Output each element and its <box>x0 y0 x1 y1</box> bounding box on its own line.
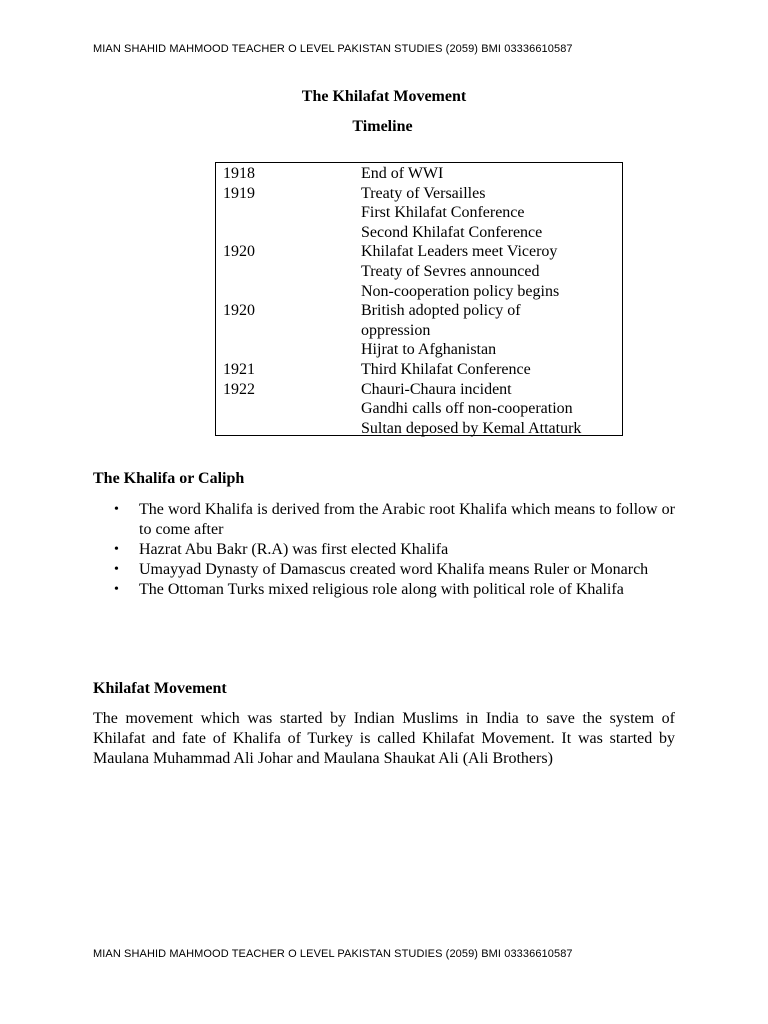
timeline-row <box>216 301 622 321</box>
timeline-year <box>216 262 361 282</box>
timeline-event: British adopted policy of <box>361 302 521 320</box>
timeline-event: Treaty of Versailles <box>361 184 486 202</box>
timeline-event: Hijrat to Afghanistan <box>361 341 497 359</box>
timeline-row <box>216 399 622 419</box>
timeline-year: 1920 <box>223 243 255 261</box>
timeline-event: Second Khilafat Conference <box>361 223 543 241</box>
document-title: The Khilafat Movement <box>301 88 467 105</box>
list-item <box>93 580 675 600</box>
page-footer: MIAN SHAHID MAHMOOD TEACHER O LEVEL PAKISTAN STUDIES (2059) BMI 03336610587 <box>93 948 573 960</box>
timeline-year <box>216 340 361 360</box>
timeline-event: Third Khilafat Conference <box>361 360 531 378</box>
timeline-year <box>216 223 361 243</box>
list-item <box>93 560 675 580</box>
timeline-year <box>216 399 361 419</box>
timeline-row <box>216 321 622 341</box>
timeline-year: 1921 <box>223 360 255 378</box>
page-header: MIAN SHAHID MAHMOOD TEACHER O LEVEL PAKISTAN STUDIES (2059) BMI 03336610587 <box>93 43 573 55</box>
timeline-event: End of WWI <box>361 165 444 182</box>
timeline-row <box>216 380 622 400</box>
timeline-year <box>216 203 361 223</box>
list-item-text: Hazrat Abu Bakr (R.A) was first elected Khalifa <box>139 541 449 558</box>
bullet-icon: • <box>114 502 119 517</box>
timeline-row <box>216 184 622 204</box>
timeline-event: Treaty of Sevres announced <box>361 262 540 280</box>
timeline-row <box>216 242 622 262</box>
list-item <box>93 540 675 560</box>
timeline-row <box>216 419 622 439</box>
list-item-text: The Ottoman Turks mixed religious role along with political role of Khalifa <box>139 581 624 598</box>
timeline-row <box>216 164 622 184</box>
timeline-year: 1918 <box>223 165 255 182</box>
timeline-row <box>216 282 622 302</box>
timeline-table <box>215 162 623 436</box>
list-item <box>93 500 675 540</box>
timeline-event: Chauri-Chaura incident <box>361 380 512 398</box>
khilafat-movement-paragraph: The movement which was started by Indian Muslims in India to save the system of Khilafat and fate of Khalifa of Turkey is called Khilafat Movement. It was started by Maulana Muhammad Ali Johar and Maulana Shaukat Ali (Ali Brothers) <box>93 710 675 767</box>
timeline-year <box>216 321 361 341</box>
bullet-icon: • <box>114 582 119 597</box>
bullet-icon: • <box>114 562 119 577</box>
khalifa-bullet-list <box>93 500 675 600</box>
document-subtitle: Timeline <box>352 118 413 135</box>
timeline-year <box>216 282 361 302</box>
timeline-year: 1920 <box>223 302 255 320</box>
list-item-text: The word Khalifa is derived from the Arabic root Khalifa which means to follow or to come after <box>139 501 675 538</box>
section-heading-khalifa: The Khalifa or Caliph <box>93 470 245 487</box>
timeline-row <box>216 223 622 243</box>
timeline-year: 1922 <box>223 380 255 398</box>
timeline-event: Khilafat Leaders meet Viceroy <box>361 243 558 261</box>
section-heading-khilafat-movement: Khilafat Movement <box>93 680 227 697</box>
timeline-row <box>216 262 622 282</box>
timeline-event: Gandhi calls off non-cooperation <box>361 400 573 418</box>
timeline-row <box>216 203 622 223</box>
timeline-row <box>216 340 622 360</box>
timeline-event: Non-cooperation policy begins <box>361 282 560 300</box>
timeline-event: oppression <box>361 321 431 339</box>
list-item-text: Umayyad Dynasty of Damascus created word Khalifa means Ruler or Monarch <box>139 561 649 578</box>
timeline-row <box>216 360 622 380</box>
timeline-event: First Khilafat Conference <box>361 204 525 222</box>
timeline-event: Sultan deposed by Kemal Attaturk <box>361 419 582 437</box>
timeline-year <box>216 419 361 439</box>
bullet-icon: • <box>114 542 119 557</box>
timeline-year: 1919 <box>223 184 255 202</box>
